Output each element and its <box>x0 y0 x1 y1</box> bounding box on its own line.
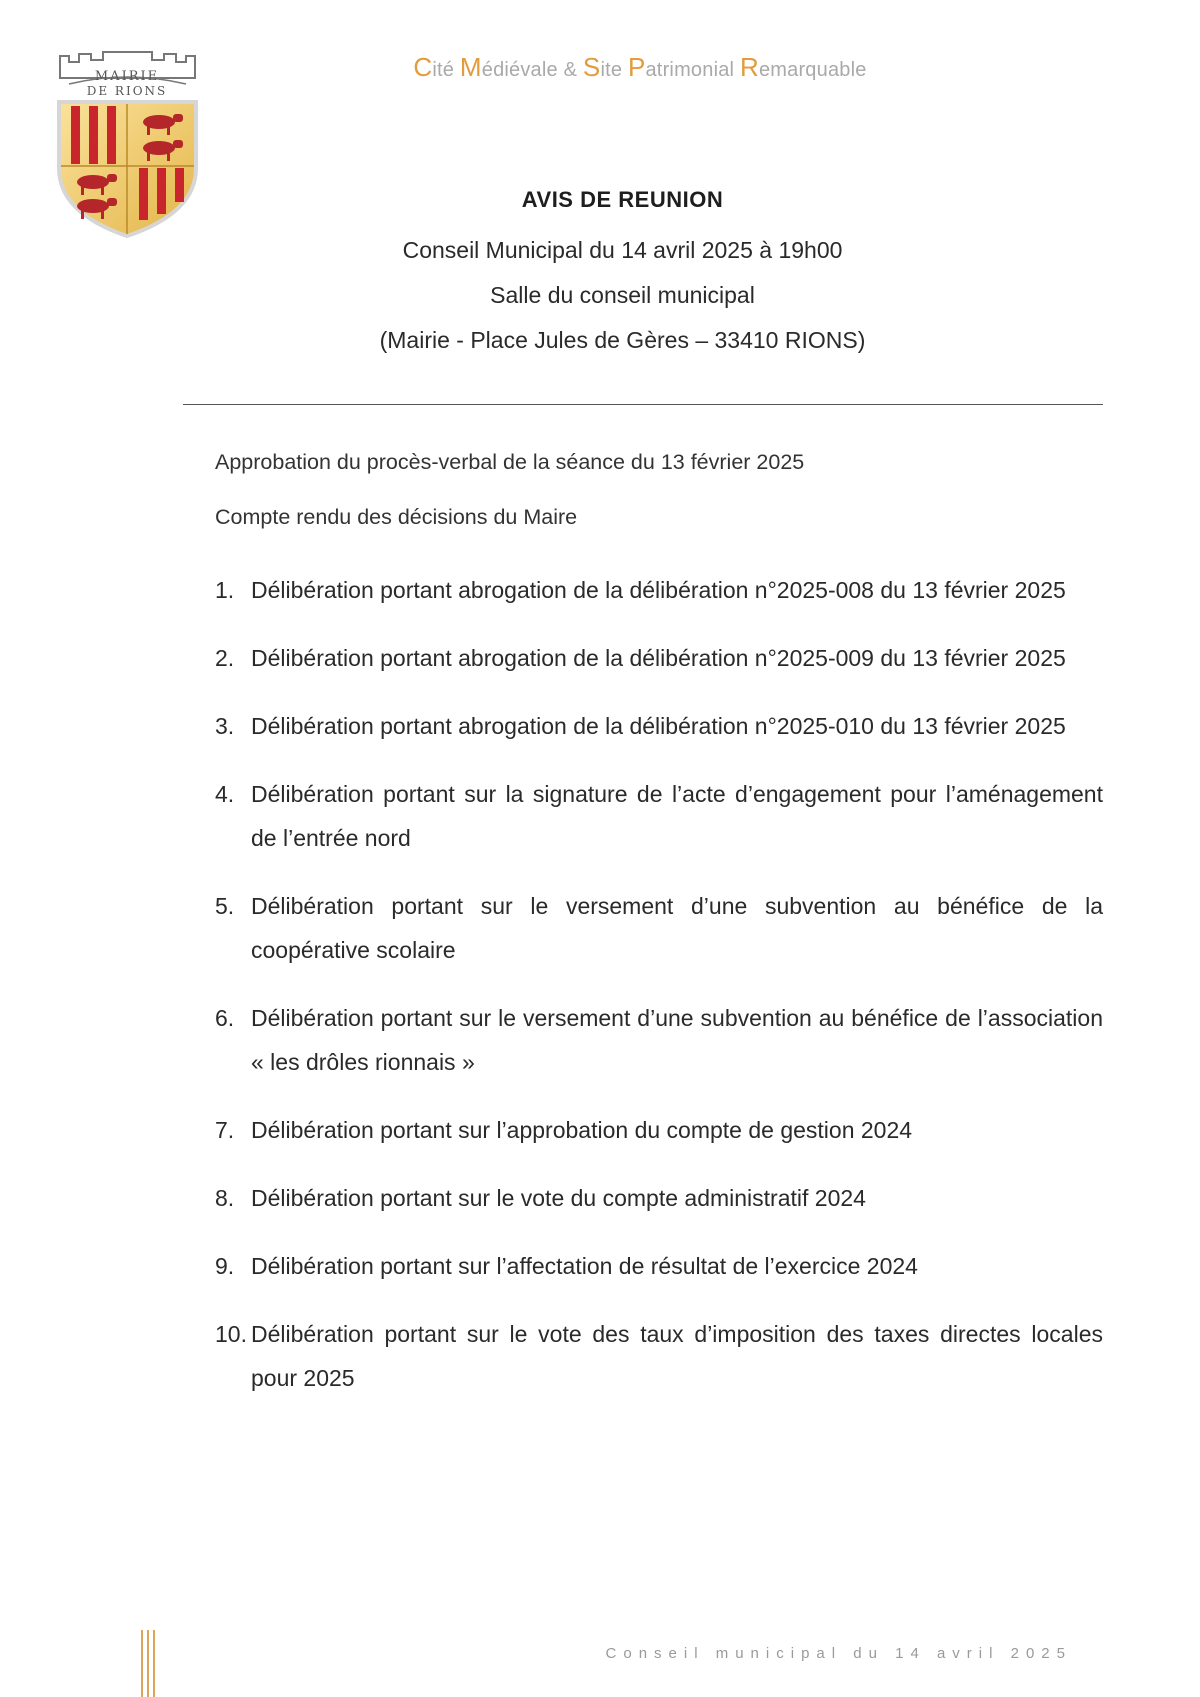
agenda-item <box>215 884 1103 972</box>
agenda-item <box>215 704 1103 748</box>
meeting-room-line: Salle du conseil municipal <box>490 282 755 308</box>
agenda-item-number: 7. <box>215 1117 235 1143</box>
footer-decorative-bars <box>141 1630 161 1697</box>
agenda-item <box>215 996 1103 1084</box>
agenda-item <box>215 568 1103 612</box>
agenda-item-number: 8. <box>215 1185 235 1211</box>
agenda-item-number: 10. <box>215 1321 247 1347</box>
tagline-word: Cité <box>413 52 460 82</box>
agenda-item <box>215 1312 1103 1400</box>
divider <box>183 404 1103 405</box>
agenda-item <box>215 1108 1103 1152</box>
agenda-item-text: Délibération portant abrogation de la délibération n°2025-010 du 13 février 2025 <box>251 713 1066 739</box>
meeting-address-line: (Mairie - Place Jules de Gères – 33410 RIONS) <box>379 327 866 353</box>
tagline-word: Médiévale & <box>459 52 583 82</box>
tagline-word: Remarquable <box>739 52 867 82</box>
meeting-date-line: Conseil Municipal du 14 avril 2025 à 19h00 <box>402 237 843 263</box>
agenda-item <box>215 636 1103 680</box>
agenda-item-text: Délibération portant sur l’approbation du compte de gestion 2024 <box>251 1117 913 1143</box>
agenda-item-number: 3. <box>215 713 235 739</box>
agenda-item-text: Délibération portant sur l’affectation de résultat de l’exercice 2024 <box>251 1253 918 1279</box>
agenda-list <box>215 568 1103 1424</box>
logo-text-de-rions: DE RIONS <box>86 84 168 98</box>
notice-title: AVIS DE REUNION <box>521 187 724 212</box>
agenda-item-text: Délibération portant sur le versement d’une subvention au bénéfice de l’association « les drôles rionnais » <box>251 1005 1103 1075</box>
agenda-item-text: Délibération portant sur le vote du compte administratif 2024 <box>251 1185 866 1211</box>
agenda-item-number: 6. <box>215 1005 235 1031</box>
footer-text: Conseil municipal du 14 avril 2025 <box>605 1645 1072 1662</box>
agenda-item-number: 9. <box>215 1253 235 1279</box>
intro-minutes-approval: Approbation du procès-verbal de la séance du 13 février 2025 <box>215 450 805 474</box>
intro-mayor-decisions: Compte rendu des décisions du Maire <box>215 505 578 529</box>
agenda-item-text: Délibération portant sur la signature de l’acte d’engagement pour l’aménagement de l’entrée nord <box>251 781 1103 851</box>
agenda-item <box>215 1244 1103 1288</box>
agenda-item-text: Délibération portant sur le versement d’une subvention au bénéfice de la coopérative scolaire <box>251 893 1103 963</box>
logo-text-mairie: MAIRIE <box>94 69 160 84</box>
tagline-word: Site <box>582 52 628 82</box>
agenda-item-text: Délibération portant sur le vote des taux d’imposition des taxes directes locales pour 2025 <box>251 1321 1103 1391</box>
agenda-item <box>215 1176 1103 1220</box>
agenda-item-text: Délibération portant abrogation de la délibération n°2025-009 du 13 février 2025 <box>251 645 1066 671</box>
agenda-item-number: 4. <box>215 781 235 807</box>
tagline <box>340 52 940 83</box>
agenda-item <box>215 772 1103 860</box>
agenda-item-number: 1. <box>215 577 235 603</box>
agenda-item-text: Délibération portant abrogation de la délibération n°2025-008 du 13 février 2025 <box>251 577 1066 603</box>
tagline-word: Patrimonial <box>627 52 740 82</box>
agenda-item-number: 2. <box>215 645 235 671</box>
agenda-item-number: 5. <box>215 893 235 919</box>
